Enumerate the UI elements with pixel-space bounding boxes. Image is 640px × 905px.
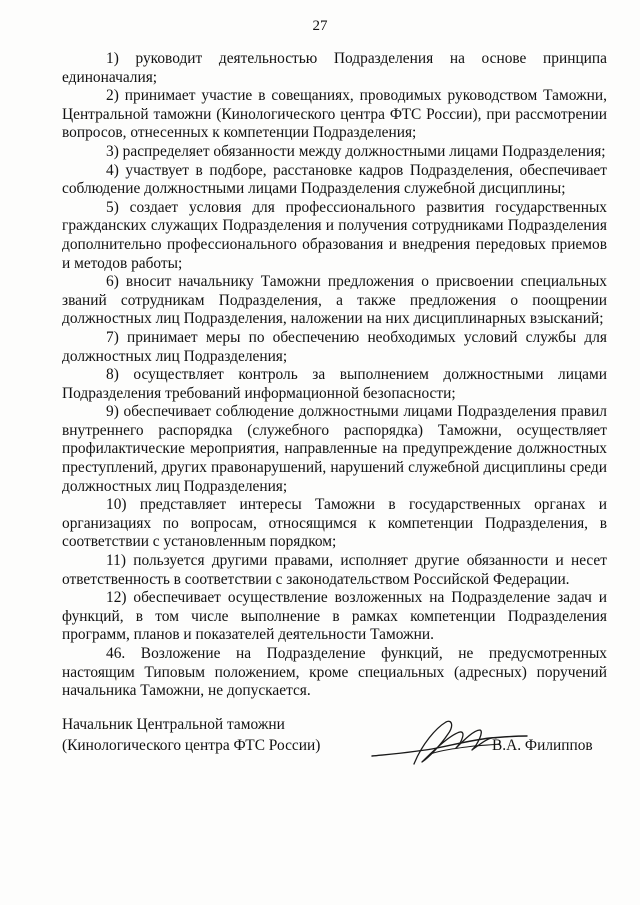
- clause-46: 46. Возложение на Подразделение функций, не предусмотренных настоящим Типовым положением, кроме специальных (адресных) поручений начальника Таможни, не допускается.: [62, 645, 607, 700]
- list-item: 1) руководит деятельностью Подразделения на основе принципа единоначалия;: [62, 50, 607, 86]
- list-item: 4) участвует в подборе, расстановке кадров Подразделения, обеспечивает соблюдение должностными лицами Подразделения служебной дисциплины;: [62, 161, 607, 198]
- list-item: 10) представляет интересы Таможни в государственных органах и организациях по вопросам, относящимся к компетенции Подразделения, в соответствии с установленным порядком;: [62, 496, 607, 551]
- list-item: 7) принимает меры по обеспечению необходимых условий службы для должностных лиц Подразделения;: [62, 328, 607, 365]
- signature-block: [62, 714, 607, 774]
- page-number: 27: [312, 18, 328, 34]
- signatory-title-line: Начальник Центральной таможни: [62, 716, 285, 733]
- signatory-name: В.А. Филиппов: [492, 737, 593, 754]
- list-item: 11) пользуется другими правами, исполняет другие обязанности и несет ответственность в соответствии с законодательством Российской Федерации.: [62, 552, 607, 588]
- signatory-title: [62, 714, 320, 756]
- list-item: 2) принимает участие в совещаниях, проводимых руководством Таможни, Центральной таможни (Кинологического центра ФТС России), при рассмотрении вопросов, отнесенных к компетенции Подразделения;: [62, 87, 607, 142]
- document-body: [62, 50, 607, 701]
- list-item: 6) вносит начальнику Таможни предложения о присвоении специальных званий сотрудникам Подразделения, а также предложения о поощрении должностных лиц Подразделения, наложении на них дисциплинарных взысканий;: [62, 273, 607, 328]
- list-item: 12) обеспечивает осуществление возложенных на Подразделение задач и функций, в том числе выполнение в рамках компетенции Подразделения программ, планов и показателей деятельности Таможни.: [62, 589, 607, 644]
- signatory-title-line: (Кинологического центра ФТС России): [62, 737, 321, 754]
- list-item: 5) создает условия для профессионального развития государственных гражданских служащих Подразделения и получения сотрудниками Подразделения дополнительно профессионального образования и внедрения передовых приемов и методов работы;: [62, 198, 607, 272]
- list-item: 3) распределяет обязанности между должностными лицами Подразделения;: [106, 142, 606, 160]
- list-item: 8) осуществляет контроль за выполнением должностными лицами Подразделения требований информационной безопасности;: [62, 366, 607, 402]
- list-item: 9) обеспечивает соблюдение должностными лицами Подразделения правил внутреннего распорядка (служебного распорядка) Таможни, осуществляет профилактические мероприятия, направленные на предупреждение должностных преступлений, других правонарушений, нарушений служебной дисциплины среди должностных лиц Подразделения;: [62, 403, 607, 495]
